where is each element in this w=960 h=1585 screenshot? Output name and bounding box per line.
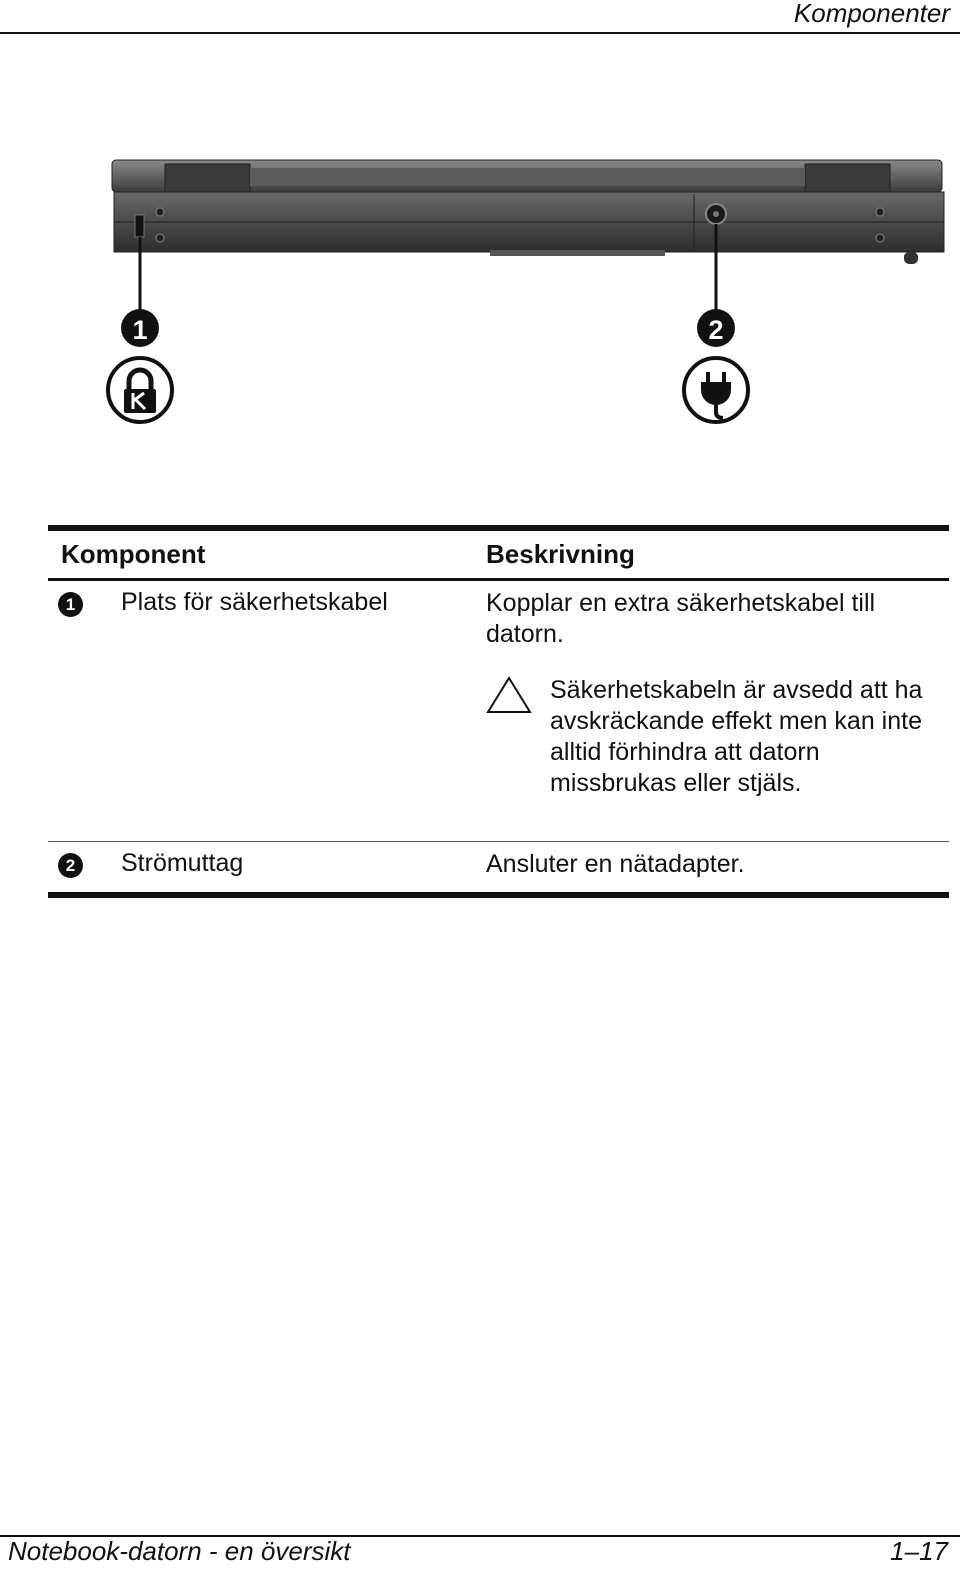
component-description: Ansluter en nätadapter. <box>486 850 745 878</box>
header-description: Beskrivning <box>486 539 635 569</box>
component-name: Strömuttag <box>121 849 244 877</box>
power-plug-icon <box>684 358 748 422</box>
header-component: Komponent <box>61 539 206 569</box>
component-name: Plats för säkerhetskabel <box>121 588 388 616</box>
table-row <box>48 842 949 892</box>
running-footer-title: Notebook-datorn - en översikt <box>8 1536 351 1566</box>
running-header-title: Komponenter <box>793 0 950 28</box>
caution-text: Säkerhetskabeln är avsedd att ha avskräckande effekt men kan inte alltid förhindra att datorn missbrukas eller stjäls. <box>550 676 923 797</box>
security-slot <box>135 215 144 237</box>
component-table <box>48 525 949 898</box>
hinge-right <box>805 164 890 194</box>
hinge-left <box>165 164 250 194</box>
component-description: Kopplar en extra säkerhetskabel till datorn. <box>486 589 876 648</box>
callout-1-number: 1 <box>132 315 148 345</box>
row-number-badge: 2 <box>58 853 83 878</box>
caution-triangle-icon <box>486 675 532 715</box>
header-rule <box>0 32 960 34</box>
laptop-rear-view-figure <box>100 150 950 435</box>
table-bottom-rule <box>48 892 949 898</box>
callout-2-number: 2 <box>708 315 724 345</box>
lock-icon <box>108 358 172 422</box>
table-row <box>48 581 949 841</box>
page-number: 1–17 <box>890 1536 948 1566</box>
table-header-row <box>48 531 949 578</box>
row-number-badge: 1 <box>58 592 83 617</box>
